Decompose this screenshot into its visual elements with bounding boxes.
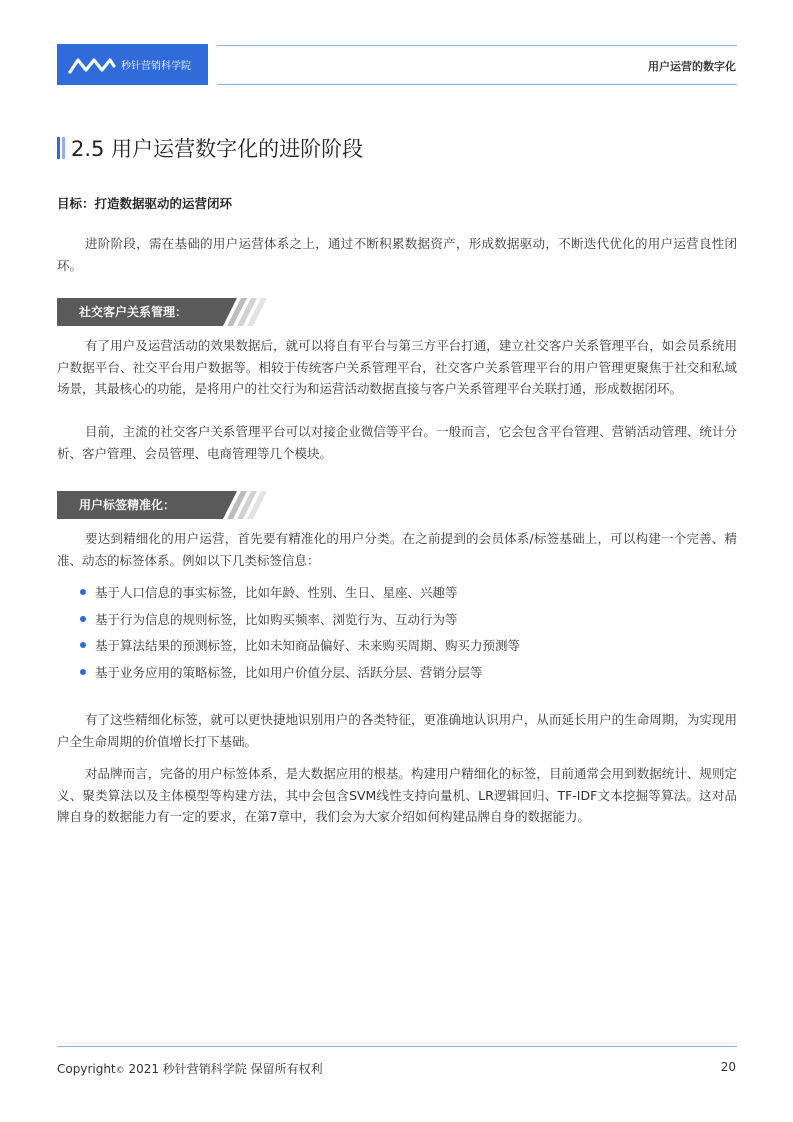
banner-tags [57,491,269,519]
list-item: 基于行为信息的规则标签，比如购买频率、浏览行为、互动行为等 [80,609,730,636]
copyright-symbol: © [115,1066,125,1076]
logo-text: 秒针营销科学院 [121,61,191,72]
tags-paragraph-1: 要达到精细化的用户运营，首先要有精准化的用户分类。在之前提到的会员体系/标签基础上，可以构建一个完善、精准、动态的标签体系。例如以下几类标签信息： [57,531,737,568]
tag-types-list [80,582,730,688]
list-item: 基于人口信息的事实标签，比如年龄、性别、生日、星座、兴趣等 [80,582,730,609]
banner-scrm-label: 社交客户关系管理： [79,305,188,319]
header-rule-top [217,45,737,46]
goal-heading: 目标：打造数据驱动的运营闭环 [57,196,233,211]
copyright-word: Copyright [57,1062,116,1076]
intro-paragraph: 进阶阶段，需在基础的用户运营体系之上，通过不断积累数据资产，形成数据驱动，不断迭代优化的用户运营良性闭环。 [57,236,737,273]
copyright-rest: 2021 秒针营销科学院 保留所有权利 [124,1062,323,1076]
footer-copyright [57,1060,323,1077]
list-item: 基于业务应用的策略标签，比如用户价值分层、活跃分层、营销分层等 [80,662,730,689]
tags-paragraph-2: 有了这些精细化标签，就可以更快捷地识别用户的各类特征，更准确地认识用户，从而延长用户的生命周期，为实现用户全生命周期的价值增长打下基础。 [57,712,737,749]
banner-scrm [57,298,269,326]
footer-rule [57,1046,737,1047]
title-bars-icon [57,137,65,159]
scrm-paragraph-1: 有了用户及运营活动的效果数据后，就可以将自有平台与第三方平台打通，建立社交客户关系管理平台，如会员系统用户数据平台、社交平台用户数据等。相较于传统客户关系管理平台，社交客户关系管理平台的用户管理更聚焦于社交和私域场景，其最核心的功能，是将用户的社交行为和运营活动数据直接与客户关系管理平台关联打通，形成数据闭环。 [57,338,737,396]
tags-paragraph-3: 对品牌而言，完备的用户标签体系，是大数据应用的根基。构建用户精细化的标签，目前通常会用到数据统计、规则定义、聚类算法以及主体模型等构建方法，其中会包含SVM线性支持向量机、LR逻辑回归、TF-IDF文本挖掘等算法。这对品牌自身的数据能力有一定的要求，在第7章中，我们会为大家介绍如何构建品牌自身的数据能力。 [57,766,737,824]
scrm-paragraph-2: 目前，主流的社交客户关系管理平台可以对接企业微信等平台。一般而言，它会包含平台管理、营销活动管理、统计分析、客户管理、会员管理、电商管理等几个模块。 [57,424,737,461]
section-title: 2.5 用户运营数字化的进阶阶段 [71,137,364,161]
header-title: 用户运营的数字化 [648,60,736,73]
banner-tags-label: 用户标签精准化： [79,498,176,512]
list-item: 基于算法结果的预测标签，比如未知商品偏好、未来购买周期、购买力预测等 [80,635,730,662]
logo-mark-icon [68,54,116,76]
header-rule-bottom [217,84,737,85]
section-heading [57,133,363,163]
logo [57,44,208,85]
page-number: 20 [720,1060,736,1074]
